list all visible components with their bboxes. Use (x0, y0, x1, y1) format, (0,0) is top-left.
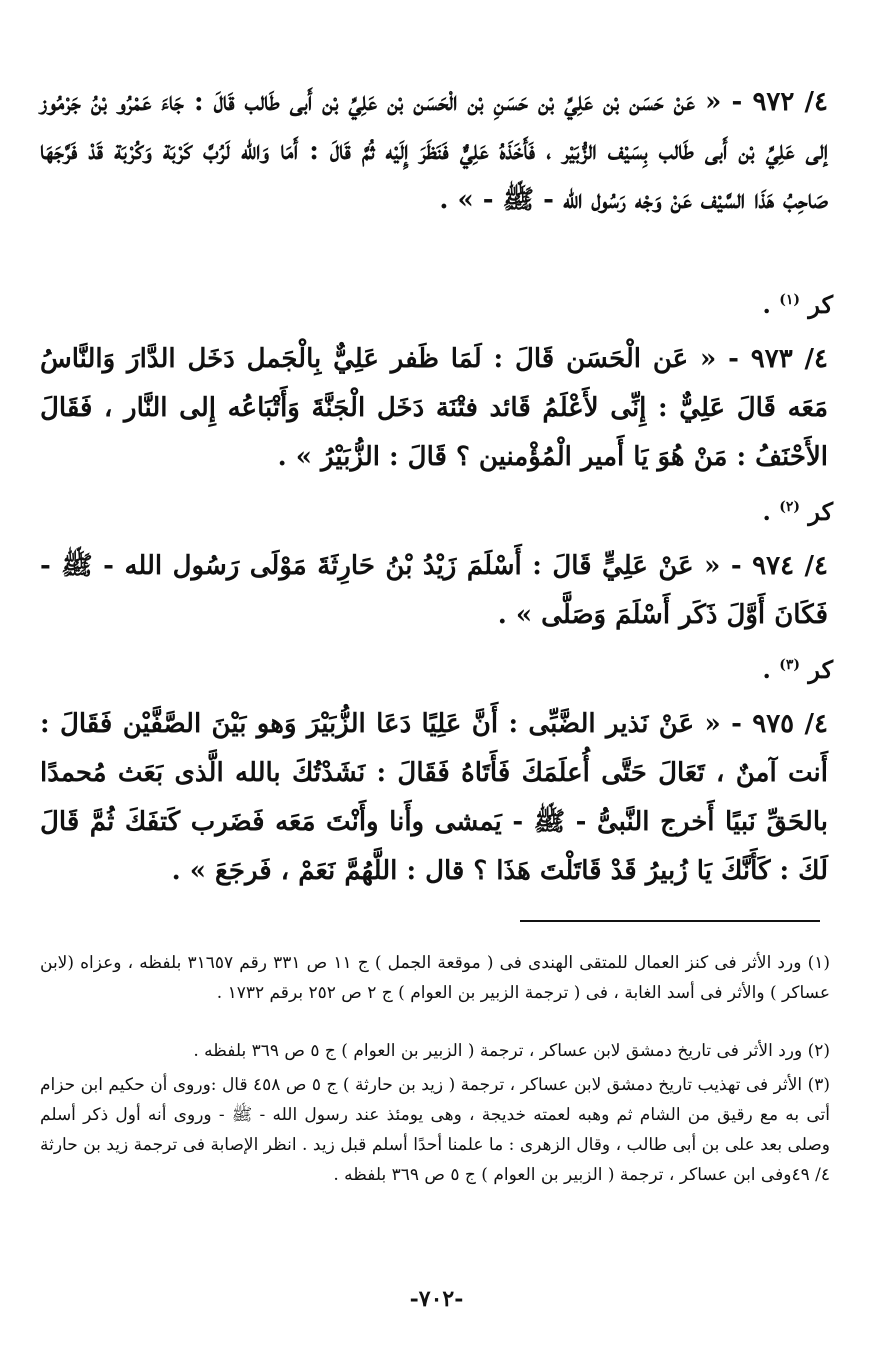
ref-period: . (762, 655, 771, 684)
footnote-marker: (١) (779, 292, 800, 308)
footnote-marker: (٢) (779, 499, 800, 515)
source-abbrev: كر (808, 655, 833, 684)
source-ref-973 (533, 492, 833, 527)
hadith-entry-975: ٤/ ٩٧٥ - « عَنْ نَذير الضَّبِّى : أَنَّ عَلِيًا دَعَا الزُّبَيْرَ وَهو بَيْنَ الصَّفَّيْن فَقَالَ : أَنت آمنٌ ، تَعَالَ حَتَّى أُعلَمَكَ فَأَتَاهُ فَقَالَ : نَشَدْتُكَ بالله الَّذى بَعَث مُحمدًا بالحَقِّ نَبيًا أَخرج النَّبىُّ - ﷺ - يَمشى وأَنا وأَنْتَ مَعَه فَضَرب كَتفَكَ ثُمَّ قَالَ لَكَ : كَأَنَّكَ يَا زُبيرُ قَدْ قَاتَلْتَ هَذَا ؟ قال : اللَّهُمَّ نَعَمْ ، فَرجَعَ » . (40, 709, 828, 886)
hadith-entry-974: ٤/ ٩٧٤ - « عَنْ عَلِيٍّ قَالَ : أَسْلَمَ زَيْدُ بْنُ حَارِثَةَ مَوْلَى رَسُول الله - ﷺ - فَكَانَ أَوَّلَ ذَكَر أَسْلَمَ وَصَلَّى » . (40, 551, 828, 630)
footnote-2: (٢) ورد الأثر فى تاريخ دمشق لابن عساكر ، ترجمة ( الزبير بن العوام ) ج ٥ ص ٣٦٩ بلفظه . (193, 1041, 830, 1061)
source-ref-972 (533, 285, 833, 320)
footnote-1: (١) ورد الأثر فى كنز العمال للمتقى الهندى فى ( موقعة الجمل ) ج ١١ ص ٣٣١ رقم ٣١٦٥٧ بلفظه ، وعزاه (لابن عساكر ) والأثر فى أسد الغابة ، فى ( ترجمة الزبير بن العوام ) ج ٢ ص ٢٥٢ برقم ١٧٣٢ . (40, 953, 830, 1003)
footnote-3: (٣) الأثر فى تهذيب تاريخ دمشق لابن عساكر ، ترجمة ( زيد بن حارثة ) ج ٥ ص ٤٥٨ قال :وروى أن حكيم ابن حزام أتى به مع رقيق من الشام ثم وهبه لعمته خديجة ، وهى يومئذ عند رسول الله - ﷺ - وروى أنه أول ذكر أسلم وصلى بعد على بن أبى طالب ، وقال الزهرى : ما علمنا أحدًا أسلم قبل زيد . انظر الإصابة فى ترجمة زيد بن حارثة ٤/ ٤٩وفى ابن عساكر ، ترجمة ( الزبير بن العوام ) ج ٥ ص ٣٦٩ بلفظه . (40, 1075, 830, 1185)
source-abbrev: كر (808, 497, 833, 526)
ref-period: . (762, 497, 771, 526)
hadith-entry-973: ٤/ ٩٧٣ - « عَن الْحَسَن قَالَ : لَمَا ظَفر عَلِيٌّ بِالْجَمل دَخَل الدَّارَ وَالنَّاسُ مَعَه قَالَ عَلِيٌّ : إِنِّى لأَعْلَمُ قَائد فتْنَة دَخَل الْجَنَّةَ وَأَتْبَاعُه إِلى النَّار ، فَقَالَ الأَحْنَفُ : مَنْ هُوَ يَا أَمير الْمُؤْمنين ؟ قَالَ : الزُّبَيْرُ » . (40, 344, 828, 472)
footnote-separator (520, 920, 820, 922)
ref-period: . (762, 290, 771, 319)
source-abbrev: كر (808, 290, 833, 319)
hadith-entry-972: ٤/ ٩٧٢ - « عَنْ حَسَن بْن عَلِيِّ بْن حَسَنِ بْن الْحَسَن بْن عَلِيِّ بْن أَبى طَالب قَالَ : جَاءَ عَمْرُو بْنُ جَرْمُوز إلى عَلِيِّ بْن أَبى طَالب بِسَيْف الزُّبَيْر ، فَأَخَذَهُ عَلِيٌّ فَنَظَرَ إِلَيْه ثُمَّ قَالَ : أَمَا وَالله لَرُبَّ كَرْبَة وَكُرْبَة قَدْ فَرَّجَهَا صَاحِبُ هَذَا السَّيْف عَنْ وَجْه رَسُول الله - ﷺ - » . (40, 87, 828, 215)
footnote-marker: (٣) (779, 657, 800, 673)
source-ref-974 (533, 650, 833, 685)
page-number: -٧٠٢- (409, 1286, 464, 1312)
